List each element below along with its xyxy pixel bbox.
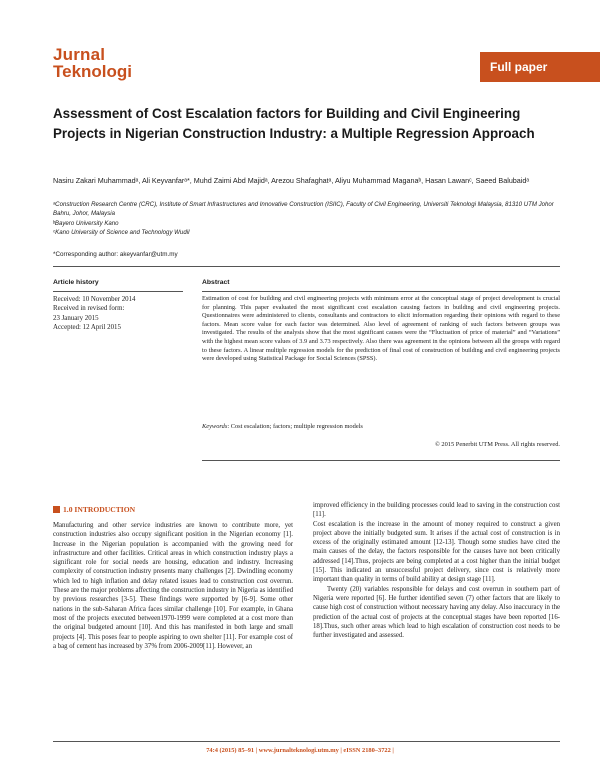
abstract-text: Estimation of cost for building and civil engineering projects with minimum error at the conceptual stage of project development is crucial for planning. This paper evaluated the most significant cost escalation causing factors in building and civil engineering projects. Questionnaires were administered to clients, consultants and contractors to elicit information regarding their opinions with regard to these factors. Mean score value for each factor was determined. Also level of agreement of ranking of such factors between groups was investigated. The results of the analysis show that the most significant causes were the “Fluctuation of price of material” and “Variations” with the highest mean score values of 3.9 and 3.73 respectively. Also there was agreement in the opinions between all the groups with regard to these factors. A linear multiple regression models for the prediction of final cost of construction of building and civil engineering projects were developed using Statistical Package for Social Sciences (SPSS).: [202, 295, 560, 363]
affiliation-b: ᵇBayero University Kano: [53, 219, 119, 227]
paragraph: Manufacturing and other service industries are known to contribute more, yet construction industries also occupy significant position in the Nigerian economy [1]. Increase in the Nigerian population is accompanied with the growing need for infrastructure and other facilities. Critical areas in which construction industry plays a significant role for social needs are housing, education and industry. Increasing complexity of construction industry presents many challenges [2]. Dwindling economy which led to high inflation and delay related issues lead to construction cost overrun. These are the major problems affecting the construction industry in Nigeria as identified by previous researches [3-5]. These findings were supported by [6-9]. Some other nations in the sub-Saharan Africa faces similar challenge [10]. For example, in Ghana most of the projects executed between1970-1999 were completed at a cost more than the original budgeted amount [10]. And this has manifested in both large and small projects [4]. This poses fear to people aspiring to own shelter [11]. For example cost of a bag of cement has increased by 37% from 2006-2009[11]. However, an: [53, 522, 293, 650]
keywords-list: : Cost escalation; factors; multiple regression models: [227, 423, 363, 430]
received-date: Received: 10 November 2014: [53, 296, 136, 303]
affiliation-a: ᵃConstruction Research Centre (CRC), Institute of Smart Infrastructures and Innovative Construction (ISIIC), Faculty of Civil Engineering, Universiti Teknologi Malaysia, 81310 UTM Johor Bahru, Johor, Malaysia: [53, 201, 554, 218]
section-marker-icon: [53, 506, 60, 513]
page-footer: 74:4 (2015) 85–91 | www.jurnalteknologi.utm.my | eISSN 2180–3722 |: [206, 747, 394, 754]
divider-top: [53, 266, 560, 267]
author-list: Nasiru Zakari Muhammadᵃ, Ali Keyvanfarᵃ*, Muhd Zaimi Abd Majidᵃ, Arezou Shafaghatᵃ, Aliyu Muhammad Maganaᵇ, Hasan Lawanᶜ, Saeed Balubaidᵃ: [53, 176, 530, 185]
article-history-heading: Article history: [53, 279, 99, 286]
revised-label: Received in revised form:: [53, 305, 125, 313]
affiliation-c: ᶜKano University of Science and Technology Wudil: [53, 229, 190, 237]
section-heading-introduction: [53, 505, 135, 514]
abstract-heading: Abstract: [202, 279, 230, 286]
keywords-label: Keywords: [202, 423, 228, 430]
journal-logo-line1: Jurnal: [53, 45, 106, 64]
divider-history: [53, 291, 183, 292]
journal-logo-line2: Teknologi: [53, 62, 133, 81]
paper-title: Assessment of Cost Escalation factors for Building and Civil Engineering Projects in Nigerian Construction Industry: a Multiple Regression Approach: [53, 106, 535, 141]
divider-abstract: [202, 291, 560, 292]
paper-type-badge: Full paper: [480, 52, 600, 82]
accepted-date: Accepted: 12 April 2015: [53, 323, 121, 331]
journal-logo: [53, 46, 132, 80]
paragraph: improved efficiency in the building processes could lead to saving in the construction cost [11].: [313, 502, 560, 519]
corresponding-author: *Corresponding author: akeyvanfar@utm.my: [53, 251, 178, 258]
paragraph: Cost escalation is the increase in the amount of money required to construct a given project above the initially budgeted sum. It arises if the actual cost of construction is in excess of the originally estimated amount [12-13]. Though some studies have cited the main causes of the delay, the factors responsible for the causes have not been critically addressed [14].Thus, projects are being completed at a cost higher than the initial budget [15]. This indicated an unsuccessful project delivery, since cost is relatively more important than quality in terms of build ability at design stage [11].: [313, 520, 560, 584]
section-heading-text: 1.0 INTRODUCTION: [63, 505, 136, 514]
body-column-right: [313, 501, 560, 640]
body-column-left: [53, 521, 293, 651]
divider-abstract-bottom: [202, 460, 560, 461]
affiliations: [53, 200, 558, 238]
divider-footer: [53, 741, 560, 742]
article-history: [53, 295, 183, 332]
copyright-notice: © 2015 Penerbit UTM Press. All rights reserved.: [434, 441, 560, 448]
paragraph: Twenty (20) variables responsible for delays and cost overrun in southern part of Nigeria were reported [6]. He further identified seven (7) other factors that are likely to cause high cost of construction without necessary having any delay. Also inaccuracy in the prediction of the actual cost of projects at the conceptual stages have been reported [16-18].Thus, such other areas which lead to high escalation of construction cost needs to be further investigated and assessed.: [313, 585, 560, 640]
keywords: [202, 423, 363, 430]
revised-date: 23 January 2015: [53, 314, 99, 322]
